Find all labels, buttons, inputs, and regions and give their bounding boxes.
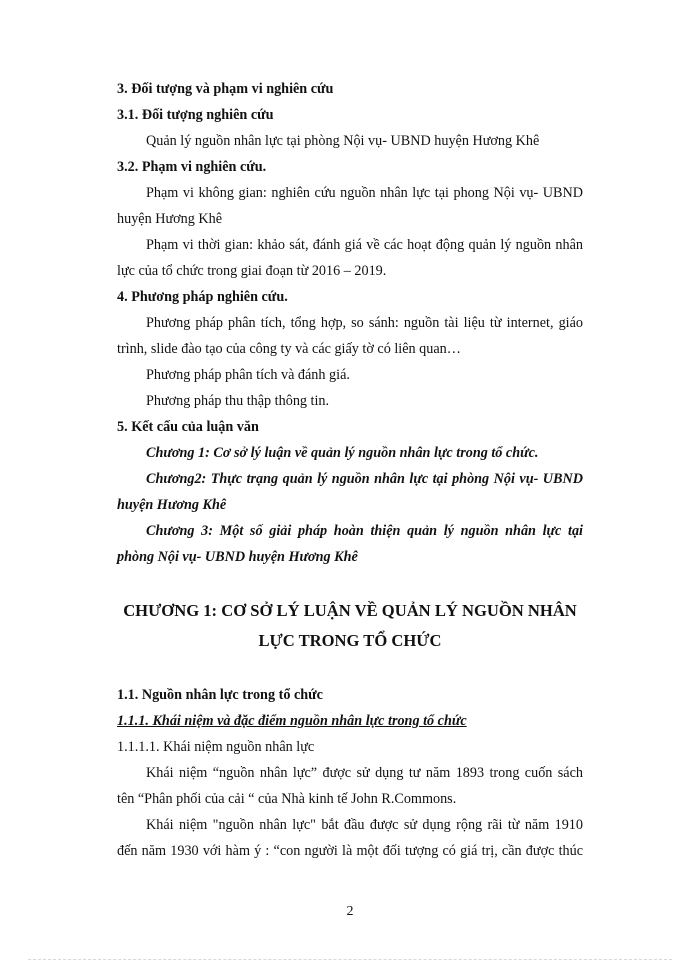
page-number: 2 [346,904,354,919]
section-1-1-1-1-heading: 1.1.1.1. Khái niệm nguồn nhân lực [117,739,315,755]
chapter-title: LỰC TRONG TỔ CHỨC [258,631,442,650]
section-1-1-heading: 1.1. Nguồn nhân lực trong tổ chức [117,687,323,703]
section-1-1-1-heading: 1.1.1. Khái niệm và đặc điểm nguồn nhân lực trong tổ chức [117,713,467,729]
chapter-outline-item: huyện Hương Khê [117,497,227,513]
section-5-heading: 5. Kết cấu của luận văn [117,419,259,435]
paragraph: Phương pháp thu thập thông tin. [146,393,330,409]
chapter-outline-item: Chương2: Thực trạng quản lý nguồn nhân lực tại phòng Nội vụ- UBND [146,471,583,487]
chapter-title: CHƯƠNG 1: CƠ SỞ LÝ LUẬN VỀ QUẢN LÝ NGUỒN NHÂN [123,601,577,620]
section-3-heading: 3. Đối tượng và phạm vi nghiên cứu [117,81,334,97]
paragraph-line: Phạm vi thời gian: khảo sát, đánh giá về các hoạt động quản lý nguồn nhân [146,237,583,253]
paragraph-line: Phương pháp phân tích, tổng hợp, so sánh: nguồn tài liệu từ internet, giáo [146,315,583,331]
paragraph-line: đến năm 1930 với hàm ý : “con người là một đối tượng có giá trị, cần được thúc [117,843,583,859]
paragraph-line: Phạm vi không gian: nghiên cứu nguồn nhân lực tại phong Nội vụ- UBND [146,185,583,201]
chapter-outline-item: phòng Nội vụ- UBND huyện Hương Khê [117,549,358,565]
paragraph: Quản lý nguồn nhân lực tại phòng Nội vụ- UBND huyện Hương Khê [146,133,540,149]
paragraph: Phương pháp phân tích và đánh giá. [146,367,350,383]
chapter-outline-item: Chương 3: Một số giải pháp hoàn thiện quản lý nguồn nhân lực tại [146,523,583,539]
paragraph-line: huyện Hương Khê [117,211,223,227]
paragraph-line: trình, slide đào tạo của công ty và các giấy tờ có liên quan… [117,341,461,357]
section-4-heading: 4. Phương pháp nghiên cứu. [117,289,288,305]
section-3-2-heading: 3.2. Phạm vi nghiên cứu. [117,159,267,175]
section-3-1-heading: 3.1. Đối tượng nghiên cứu [117,107,274,123]
paragraph-line: lực của tổ chức trong giai đoạn từ 2016 – 2019. [117,263,387,279]
paragraph-line: Khái niệm “nguồn nhân lực” được sử dụng tư năm 1893 trong cuốn sách [146,765,583,781]
paragraph-line: Khái niệm "nguồn nhân lực" bắt đầu được sử dụng rộng rãi từ năm 1910 [146,817,583,833]
paragraph-line: tên “Phân phối của cải “ của Nhà kinh tế John R.Commons. [117,791,457,807]
chapter-outline-item: Chương 1: Cơ sở lý luận về quản lý nguồn nhân lực trong tổ chức. [146,445,539,461]
